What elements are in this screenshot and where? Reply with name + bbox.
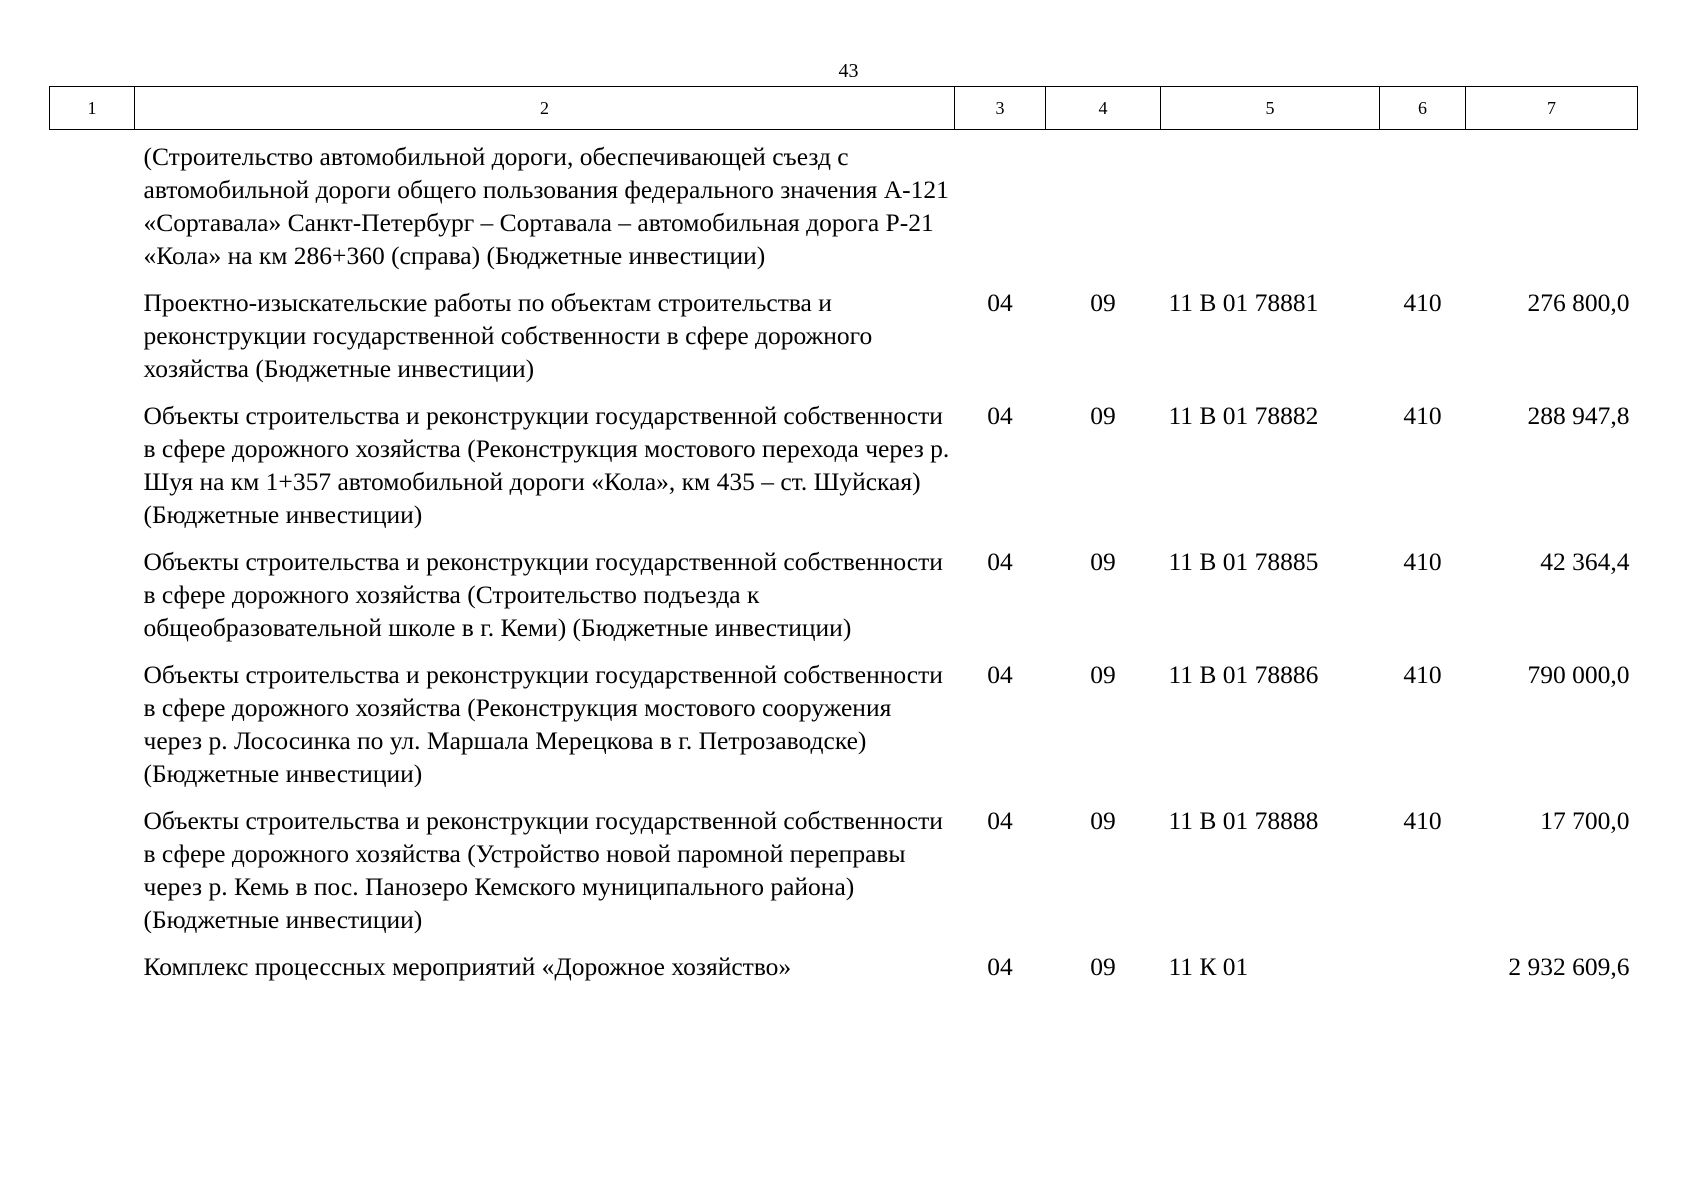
target-article-cell: 11 В 01 78886 (1168, 660, 1319, 689)
subsection-cell: 09 (1090, 547, 1116, 576)
subsection-cell: 09 (1090, 288, 1116, 317)
target-article-cell: 11 В 01 78882 (1168, 401, 1319, 430)
expense-type-cell: 410 (1403, 401, 1442, 430)
section-cell: 04 (987, 660, 1013, 689)
target-article-cell (1161, 130, 1380, 287)
expense-type-cell: 410 (1403, 547, 1442, 576)
header-cell-7: 7 (1466, 87, 1638, 130)
target-article-cell: 11 В 01 78885 (1168, 547, 1319, 576)
target-article-cell: 11 К 01 (1168, 952, 1249, 981)
subsection-cell: 09 (1090, 660, 1116, 689)
description-cell: Объекты строительства и реконструкции государственной собственности в сфере дорожного хозяйства (Реконструкция мостового перехода через р. Шуя на км 1+357 автомобильной дороги «Кола», км 435 – ст. Шуйская) (Бюджетные инвестиции) (143, 401, 950, 529)
table-row (50, 804, 1638, 950)
header-cell-2: 2 (135, 87, 955, 130)
expense-type-cell: 410 (1403, 660, 1442, 689)
table-row (50, 658, 1638, 804)
description-cell: Комплекс процессных мероприятий «Дорожное хозяйство» (143, 952, 792, 981)
header-cell-3: 3 (955, 87, 1046, 130)
table-body (50, 130, 1638, 998)
header-cell-6: 6 (1380, 87, 1466, 130)
subsection-cell: 09 (1090, 952, 1116, 981)
amount-cell: 790 000,0 (1527, 660, 1630, 689)
section-cell (955, 130, 1046, 287)
row-number-cell (50, 545, 135, 658)
header-cell-4: 4 (1046, 87, 1161, 130)
description-cell: Объекты строительства и реконструкции государственной собственности в сфере дорожного хозяйства (Устройство новой паромной переправы через р. Кемь в пос. Панозеро Кемского муниципального района) (Бюджетные инвестиции) (143, 806, 943, 934)
amount-cell: 288 947,8 (1527, 401, 1630, 430)
amount-cell: 2 932 609,6 (1508, 952, 1630, 981)
amount-cell: 276 800,0 (1527, 288, 1630, 317)
table-header (50, 87, 1638, 130)
section-cell: 04 (987, 952, 1013, 981)
header-cell-1: 1 (50, 87, 135, 130)
row-number-cell (50, 286, 135, 399)
subsection-cell (1046, 130, 1161, 287)
page-number: 43 (838, 60, 859, 82)
amount-cell (1466, 130, 1638, 287)
expense-type-cell (1380, 950, 1466, 997)
description-cell: Объекты строительства и реконструкции государственной собственности в сфере дорожного хозяйства (Строительство подъезда к общеобразовательной школе в г. Кеми) (Бюджетные инвестиции) (143, 547, 943, 642)
amount-cell: 42 364,4 (1540, 547, 1630, 576)
description-cell: Объекты строительства и реконструкции государственной собственности в сфере дорожного хозяйства (Реконструкция мостового сооружения через р. Лососинка по ул. Маршала Мерецкова в г. Петрозаводске) (Бюджетные инвестиции) (143, 660, 943, 788)
target-article-cell: 11 В 01 78888 (1168, 806, 1319, 835)
section-cell: 04 (987, 806, 1013, 835)
section-cell: 04 (987, 401, 1013, 430)
header-row (50, 87, 1638, 130)
table-row (50, 545, 1638, 658)
budget-table (49, 86, 1638, 997)
section-cell: 04 (987, 288, 1013, 317)
expense-type-cell: 410 (1403, 288, 1442, 317)
section-cell: 04 (987, 547, 1013, 576)
expense-type-cell: 410 (1403, 806, 1442, 835)
row-number-cell (50, 130, 135, 287)
description-cell: (Строительство автомобильной дороги, обеспечивающей съезд с автомобильной дороги общего пользования федерального значения А-121 «Сортавала» Санкт-Петербург – Сортавала – автомобильная дорога Р-21 «Кола» на км 286+360 (справа) (Бюджетные инвестиции) (143, 142, 949, 270)
header-cell-5: 5 (1161, 87, 1380, 130)
amount-cell: 17 700,0 (1540, 806, 1630, 835)
table-row (50, 130, 1638, 287)
subsection-cell: 09 (1090, 806, 1116, 835)
row-number-cell (50, 950, 135, 997)
row-number-cell (50, 399, 135, 545)
target-article-cell: 11 В 01 78881 (1168, 288, 1319, 317)
table-row (50, 950, 1638, 997)
description-cell: Проектно-изыскательские работы по объектам строительства и реконструкции государственной собственности в сфере дорожного хозяйства (Бюджетные инвестиции) (143, 288, 873, 383)
row-number-cell (50, 804, 135, 950)
subsection-cell: 09 (1090, 401, 1116, 430)
table-row (50, 399, 1638, 545)
expense-type-cell (1380, 130, 1466, 287)
table-row (50, 286, 1638, 399)
row-number-cell (50, 658, 135, 804)
